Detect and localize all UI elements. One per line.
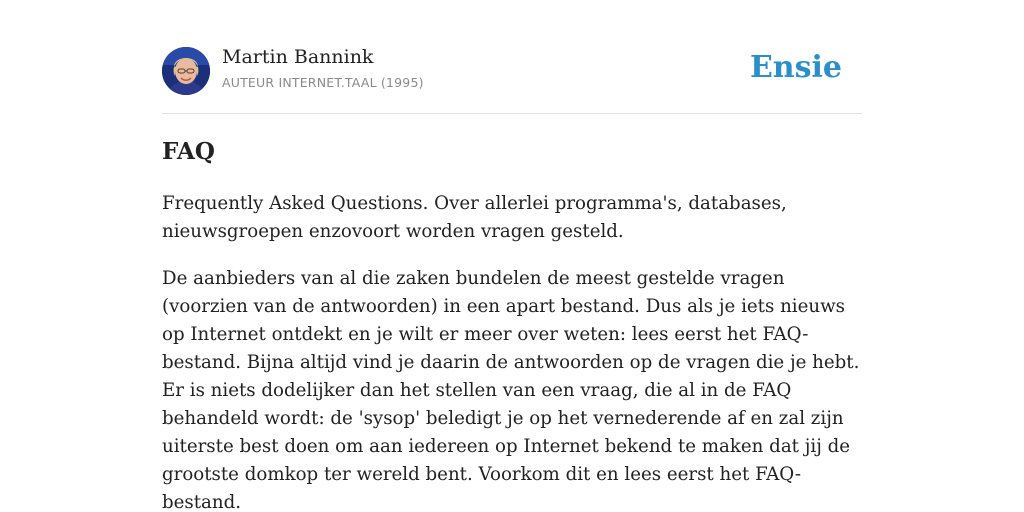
entry-header <box>162 0 862 114</box>
author-name[interactable]: Martin Bannink <box>222 46 374 68</box>
entry-body <box>162 190 862 512</box>
entry-title: FAQ <box>162 138 215 165</box>
entry-paragraph: Frequently Asked Questions. Over allerlei programma's, databases, nieuwsgroepen enzovoort worden vragen gesteld. <box>162 193 787 242</box>
author-avatar[interactable] <box>162 47 210 95</box>
brand-logo[interactable]: Ensie <box>749 50 842 85</box>
entry-paragraph: De aanbieders van al die zaken bundelen de meest gestelde vragen (voorzien van de antwoorden) in een apart bestand. Dus als je iets nieuws op Internet ontdekt en je wilt er meer over weten: lees eerst het FAQ-bestand. Bijna altijd vind je daarin de antwoorden op de vragen die je hebt. Er is niets dodelijker dan het stellen van een vraag, die al in de FAQ behandeld wordt: de 'sysop' beledigt je op het vernederende af en zal zijn uiterste best doen om aan iedereen op Internet bekend te maken dat jij de grootste domkop ter wereld bent. Voorkom dit en lees eerst het FAQ-bestand. <box>162 268 860 512</box>
author-role: AUTEUR INTERNET.TAAL (1995) <box>222 75 424 90</box>
entry-card <box>162 0 862 512</box>
author-portrait-image <box>162 47 210 95</box>
